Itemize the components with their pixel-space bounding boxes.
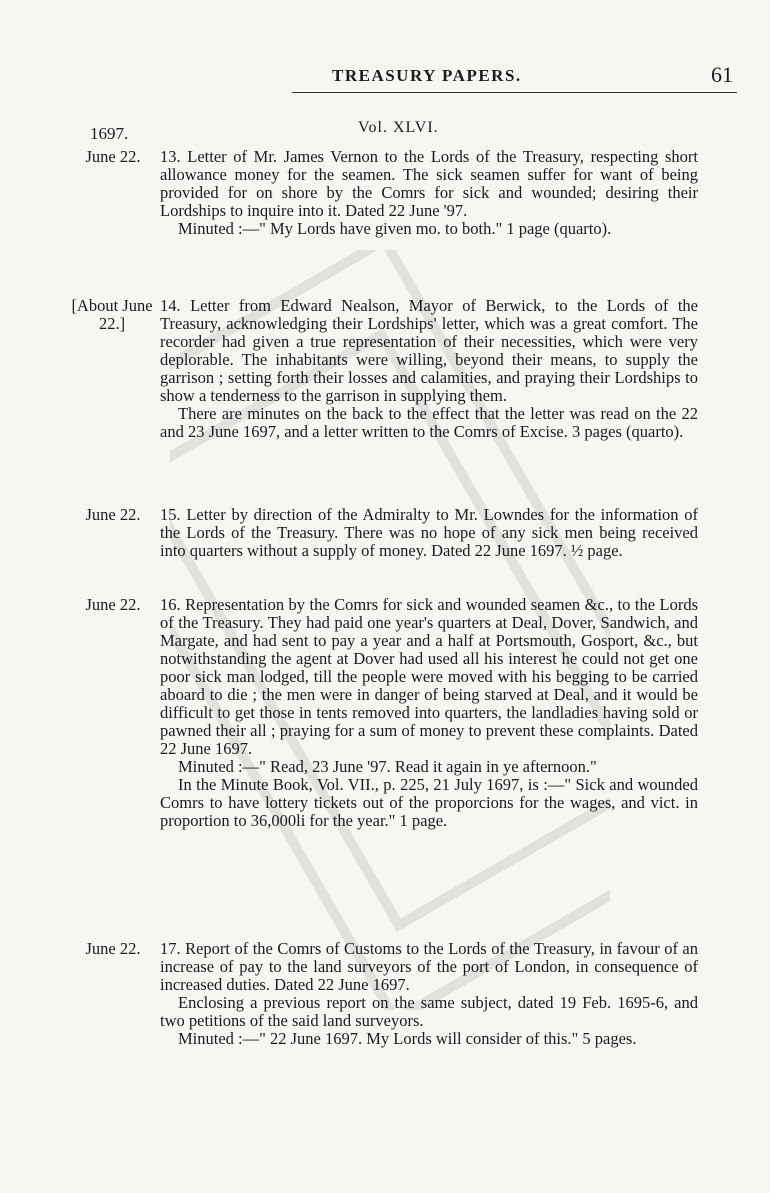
entry-date: [About June 22.] [71, 296, 153, 333]
entry-paragraph: 13. Letter of Mr. James Vernon to the Lords of the Treasury, respecting short allowance money for the seamen. The sick seamen suffer for want of being provided for on shore by the Comrs for sick and wounded; desiring their Lordships to inquire into it. Dated 22 June '97. [160, 147, 698, 220]
running-title: TREASURY PAPERS. [332, 66, 522, 85]
entry-body [160, 297, 698, 441]
entry-paragraph: 17. Report of the Comrs of Customs to the Lords of the Treasury, in favour of an increase of pay to the land surveyors of the port of London, in consequence of increased duties. Dated 22 June 1697. [160, 939, 698, 994]
entry-body [160, 940, 698, 1048]
entry-minute: Minuted :—" Read, 23 June '97. Read it again in ye afternoon." [178, 757, 597, 776]
year-marker: 1697. [90, 124, 129, 143]
entry-date: June 22. [85, 505, 141, 524]
entry-body [160, 596, 698, 830]
entry-paragraph: There are minutes on the back to the effect that the letter was read on the 22 and 23 June 1697, and a letter written to the Comrs of Excise. 3 pages (quarto). [160, 404, 698, 441]
entry-date: June 22. [85, 595, 141, 614]
entry-paragraph: Enclosing a previous report on the same subject, dated 19 Feb. 1695-6, and two petitions of the said land surveyors. [160, 993, 698, 1030]
entry-paragraph: In the Minute Book, Vol. VII., p. 225, 21 July 1697, is :—" Sick and wounded Comrs to have lottery tickets out of the proporcions for the wages, and vict. in proportion to 36,000li for the year." 1 page. [160, 775, 698, 830]
entry-body [160, 506, 698, 560]
entry-date: June 22. [85, 147, 141, 166]
entry-paragraph: 15. Letter by direction of the Admiralty to Mr. Lowndes for the information of the Lords of the Treasury. There was no hope of any sick men being received into quarters without a supply of money. Dated 22 June 1697. ½ page. [160, 505, 698, 560]
volume-heading: Vol. XLVI. [358, 119, 439, 136]
entry-minute: Minuted :—" 22 June 1697. My Lords will consider of this." 5 pages. [178, 1029, 637, 1048]
page-number: 61 [711, 62, 733, 87]
entry-body [160, 148, 698, 238]
entry-paragraph: 14. Letter from Edward Nealson, Mayor of Berwick, to the Lords of the Treasury, acknowledging their Lordships' letter, which was a great comfort. The recorder had given a true representation of their necessities, which were very deplorable. The inhabitants were willing, beyond their means, to supply the garrison ; setting forth their losses and calamities, and praying their Lordships to show a tenderness to the garrison in supplying them. [160, 296, 698, 405]
entry-minute: Minuted :—" My Lords have given mo. to both." 1 page (quarto). [178, 219, 612, 238]
entry-date: June 22. [85, 939, 141, 958]
entry-paragraph: 16. Representation by the Comrs for sick and wounded seamen &c., to the Lords of the Treasury. They had paid one year's quarters at Deal, Dover, Sandwich, and Margate, and had sent to pay a year and a half at Portsmouth, Gosport, &c., but notwithstanding the agent at Dover had used all his interest he could not get one poor sick man lodged, till the people were moved with his begging to be carried aboard to die ; the men were in danger of being starved at Deal, and it would be difficult to get those in tents removed into quarters, the landladies having sold or pawned their all ; praying for a sum of money to prevent these complaints. Dated 22 June 1697. [160, 595, 698, 758]
running-head [292, 62, 737, 93]
